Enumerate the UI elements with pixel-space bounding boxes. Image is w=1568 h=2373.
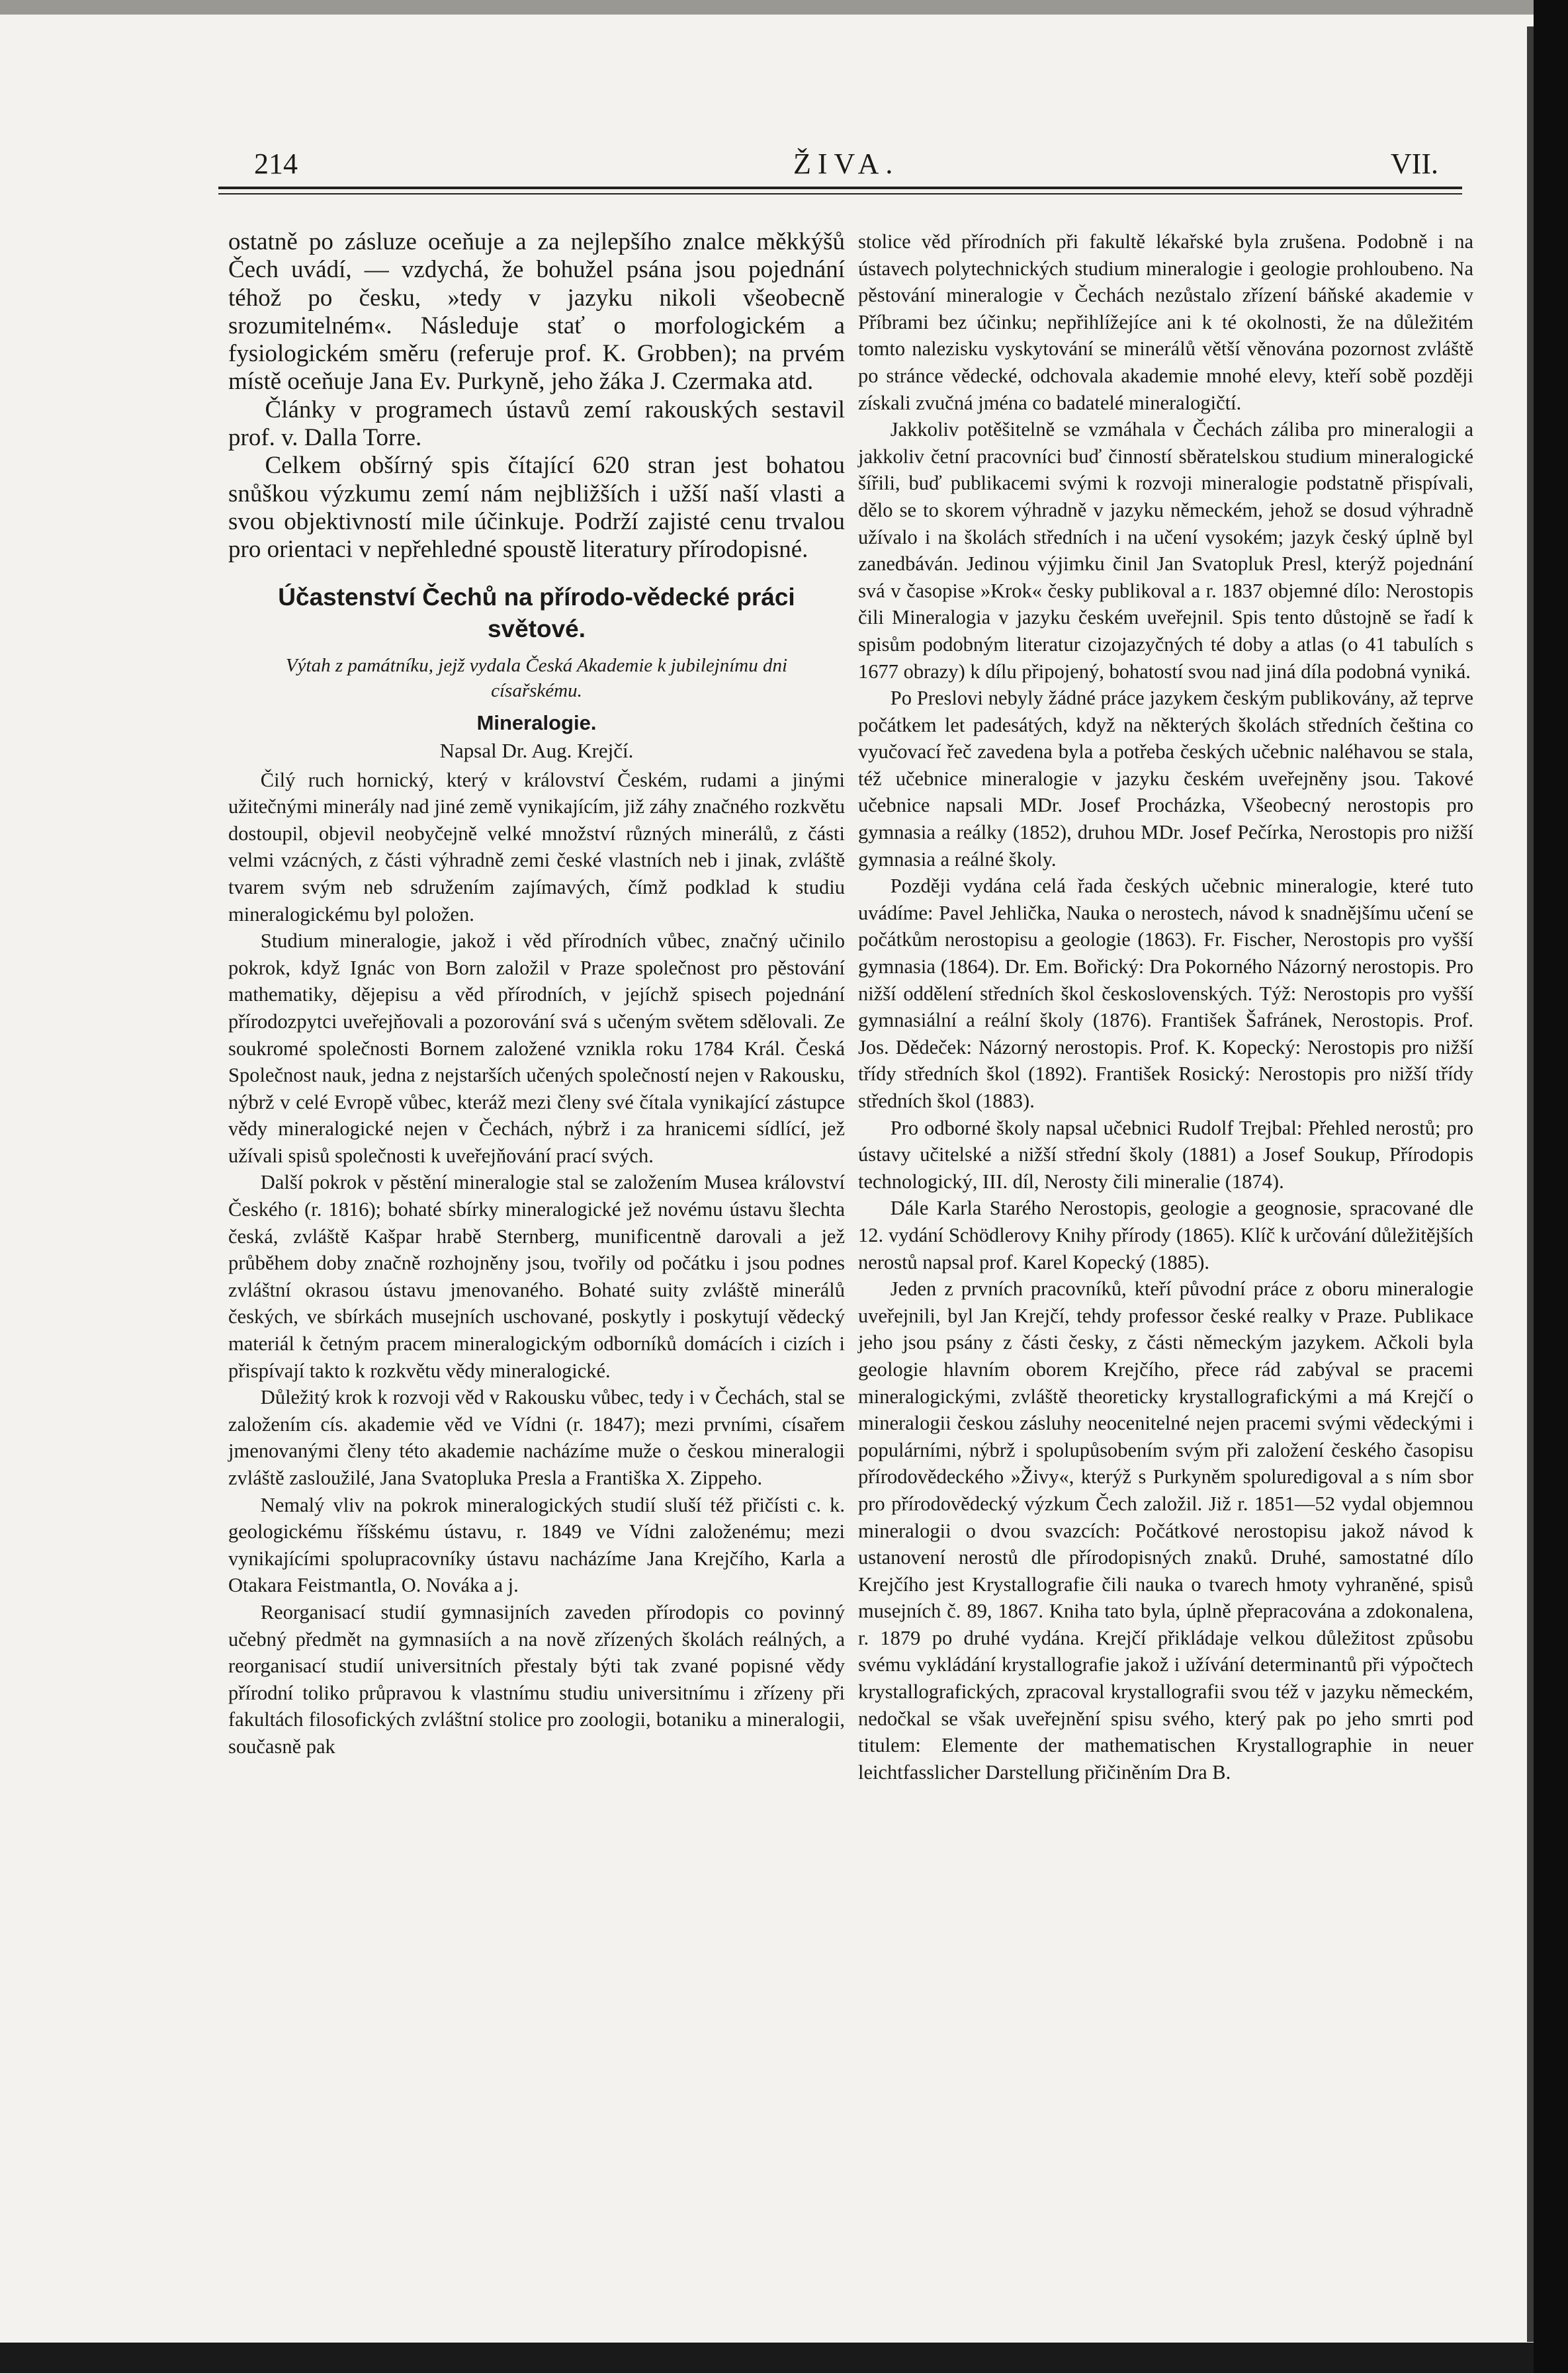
right-column [858,228,1473,1786]
header-rule [218,187,1462,189]
running-header [254,147,1438,184]
body-paragraph: stolice věd přírodních při fakultě lékařské byla zrušena. Podobně i na ústavech polytechnických studium mineralogie i geologie prohloubeno. Na pěstování mineralogie v Čechách nezůstalo zřízení báňské akademie v Příbrami bez účinku; nepřihlížejíce ani k té okolnosti, že na důležitém tomto nalezisku vyskytování se minerálů větší věnována pozornost zvláště po stránce vědecké, odchovala akademie mnohé elevy, kteří sobě později získali zvučná jména co badatelé mineralogičtí. [858,230,1473,414]
body-paragraph: Důležitý krok k rozvoji věd v Rakousku vůbec, tedy i v Čechách, stal se založením cís. akademie věd ve Vídni (r. 1847); mezi prvními, císařem jmenovanými členy této akademie nacházíme muže o českou mineralogii zvláště zasloužilé, Jana Svatopluka Presla a Františka X. Zippeho. [228,1386,845,1489]
body-paragraph: Později vydána celá řada českých učebnic mineralogie, které tuto uvádíme: Pavel Jehlička, Nauka o nerostech, návod k snadnějšímu učení se počátkům nerostopisu a geologie (1863). Fr. Fischer, Nerostopis pro vyšší gymnasia (1864). Dr. Em. Bořický: Dra Pokorného Názorný nerostopis. Pro nižší oddělení středních škol československých. Týž: Nerostopis pro vyšší gymnasiální a reální školy (1876). František Šafránek, Nerostopis. Prof. Jos. Dědeček: Názorný nerostopis. Prof. K. Kopecký: Nerostopis pro nižší třídy středních škol (1892). František Rosický: Nerostopis pro nižší třídy středních škol (1883). [858,875,1473,1112]
body-paragraph: Jeden z prvních pracovníků, kteří původní práce z oboru mineralogie uveřejnili, byl Jan Krejčí, tehdy professor české realky v Praze. Publikace jeho jsou psány z části česky, z části německým jazykem. Ačkoli byla geologie hlavním oborem Krejčího, přece rád zabýval se pracemi mineralogickými, zvláště theoreticky krystallografickými a má Krejčí o mineralogii českou zásluhy neocenitelné nejen pracemi svými vědeckými i populárními, nýbrž i spolupůsobením svým při založení českého časopisu přírodovědeckého »Živy«, kterýž s Purkyněm spoluredigoval a s ním sbor pro přírodovědecký výzkum Čech založil. Již r. 1851—52 vydal objemnou mineralogii o dvou svazcích: Počátkové nerostopisu jakož návod k ustanovení nerostů dle přírodopisných znaků. Druhé, samostatné dílo Krejčího jest Krystallografie čili nauka o tvarech hmoty vyhraněné, spisů musejních č. 89, 1867. Kniha tato byla, úplně přepracována a zdokonalena, r. 1879 po druhé vydána. Krejčí přikládaje velkou důležitost způsobu svému vykládání krystallografie jakož i užívání determinantů při výpočtech krystallografických, zpracoval krystallografii svou též v jazyku německém, nedočkal se však uveřejnění spisu svého, který pak po jeho smrti pod titulem: Elemente der mathematischen Krystallographie in neuer leichtfasslicher Darstellung přičiněním Dra B. [858,1277,1473,1784]
scan-bottom-edge [0,2343,1534,2373]
section-title: Mineralogie. [476,711,597,734]
intro-paragraph: Celkem obšírný spis čítající 620 stran jest bohatou snůškou výzkumu zemí nám nejbližších i užší naší vlasti a svou objektivností mile účinkuje. Podrží zajisté cenu trvalou pro orientaci v nepřehledné spoustě literatury přírodopisné. [228,452,845,564]
article-subtitle: Výtah z památníku, jejž vydala Česká Akademie k jubilejnímu dni císařskému. [285,654,788,701]
page-number: 214 [254,148,298,180]
intro-paragraph: ostatně po zásluze oceňuje a za nejlepšího znalce měkkýšů Čech uvádí, — vzdychá, že bohužel psána jsou pojednání téhož po česku, »tedy v jazyku nikoli všeobecně srozumitelném«. Následuje stať o morfologickém a fysiologickém směru (referuje prof. K. Grobben); na prvém místě oceňuje Jana Ev. Purkyně, jeho žáka J. Czermaka atd. [228,228,845,396]
body-paragraph: Další pokrok v pěstění mineralogie stal se založením Musea království Českého (r. 1816); bohaté sbírky mineralogické jež novému ústavu šlechta česká, zvláště Kašpar hrabě Sternberg, munificentně darovali a jež průběhem doby značně rozhojněny jsou, tvořily od počátku i jsou podnes zvláštní okrasou ústavu jmenovaného. Bohaté suity zvláště minerálů českých, ve sbírkách musejních uschované, poskytly i poskytují vědecký materiál k četným pracem mineralogickým odborníků domácích i cizích i přispívají takto k rozkvětu vědy mineralogické. [228,1171,845,1382]
intro-paragraph: Články v programech ústavů zemí rakouských sestavil prof. v. Dalla Torre. [228,396,845,452]
body-paragraph: Studium mineralogie, jakož i věd přírodních vůbec, značný učinilo pokrok, když Ignác von Born založil v Praze společnost pro pěstování mathematiky, dějepisu a věd přírodních, v jejíchž spisech pojednání přírodozpytci uveřejňovali a pozorování svá s učeným světem sdělovali. Ze soukromé společnosti Bornem založené vznikla roku 1784 Král. Česká Společnost nauk, jedna z nejstarších učených společností nejen v Rakousku, nýbrž v celé Evropě vůbec, kteráž mezi členy své čítala vynikající zástupce vědy mineralogické nejen v Čechách, nýbrž i za hranicemi sídlící, jež užívali spisů společnosti k uveřejňování prací svých. [228,929,845,1167]
body-paragraph: Čilý ruch hornický, který v království Českém, rudami a jinými užitečnými minerály nad jiné země vynikajícím, již záhy značného rozkvětu dostoupil, objevil neobyčejně velké množství různých minerálů, z části velmi vzácných, z části výhradně zemi české vlastních neb i jinak, zvláště tvarem svým neb sdružením zajímavých, čímž podklad k studiu mineralogickému byl položen. [228,768,845,926]
journal-title: ŽIVA. [793,148,900,180]
body-paragraph: Pro odborné školy napsal učebnici Rudolf Trejbal: Přehled nerostů; pro ústavy učitelské a nižší střední školy (1881) a Josef Soukup, Přírodopis technologický, III. díl, Nerosty čili mineralie (1874). [858,1116,1473,1193]
left-column [228,228,845,1760]
scan-right-shadow [1527,26,1534,2342]
body-paragraph: Nemalý vliv na pokrok mineralogických studií sluší též přičísti c. k. geologickému říšskému ústavu, r. 1849 ve Vídni založenému; mezi vynikajícími spolupracovníky ústavu nacházíme Jana Krejčího, Karla a Otakara Feistmantla, O. Nováka a j. [228,1493,845,1597]
review-ending [228,228,845,564]
body-paragraph: Reorganisací studií gymnasijních zaveden přírodopis co povinný učebný předmět na gymnasiích a na nově zřízených školách reálných, a reorganisací studií universitních přestaly býti tak zvané popisné vědy přírodní toliko průpravou k vlastnímu studiu universitnímu i zřízeny při fakultách filosofických zvláštní stolice pro zoologii, botaniku a mineralogii, současně pak [228,1600,845,1758]
header-rule-thin [218,193,1462,194]
volume-number: VII. [1390,148,1438,180]
body-paragraph: Dále Karla Starého Nerostopis, geologie a geognosie, spracované dle 12. vydání Schödlerovy Knihy přírody (1865). Klíč k určování důležitějších nerostů napsal prof. Karel Kopecký (1885). [858,1197,1473,1273]
article-title: Účastenství Čechů na přírodo-vědecké práci světové. [278,583,795,642]
body-paragraph: Po Preslovi nebyly žádné práce jazykem českým publikovány, až teprve počátkem let padesátých, když na některých školách středních čeština co vyučovací řeč zavedena byla a potřeba českých učebnic naléhavou se stala, též učebnice mineralogie v jazyku českém uveřejněny jsou. Takové učebnice napsali MDr. Josef Procházka, Všeobecný nerostopis pro gymnasia a reálky (1852), druhou MDr. Josef Pečírka, Nerostopis pro nižší gymnasia a reálné školy. [858,687,1473,871]
author-line: Napsal Dr. Aug. Krejčí. [439,738,634,762]
body-paragraph: Jakkoliv potěšitelně se vzmáhala v Čechách záliba pro mineralogii a jakkoliv četní pracovníci buď činností sběratelskou studium mineralogické šířili, buď publikacemi svými k rozvoji mineralogie podstatně přispívali, dělo se to skorem výhradně v jazyku německém, jehož se dosud výhradně užívalo i na školách středních i na učení vysokém; jazyk český úplně byl zanedbáván. Jedinou výjimku činil Jan Svatopluk Presl, kterýž pojednání svá v časopise »Krok« česky publikoval a r. 1837 objemné dílo: Nerostopis čili Mineralogia v jazyku českém uveřejnil. Spis tento důstojně se řadí k spisům podobným literatur cizojazyčných té doby a atlas (o 41 tabulích s 1677 obrazy) k dílu připojený, bohatostí svou nad jiná díla podobná vyniká. [858,418,1473,683]
scan-top-edge [0,0,1534,15]
scan-right-edge [1534,0,1568,2373]
